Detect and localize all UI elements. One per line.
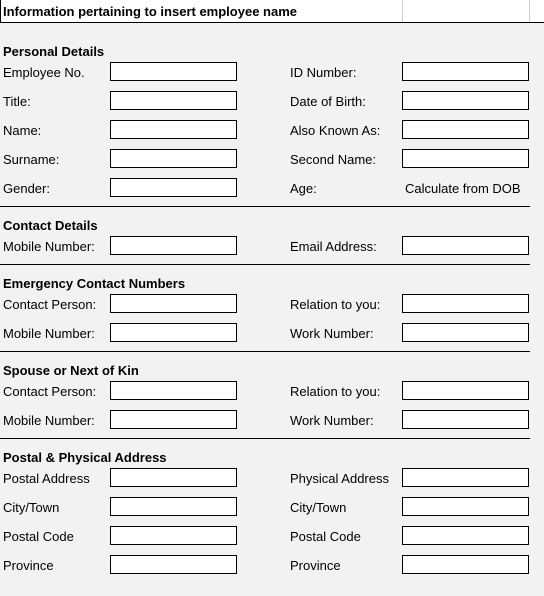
physical-province-label: Province	[290, 558, 341, 573]
employee-no-label: Employee No.	[3, 65, 85, 80]
contact-mobile-field[interactable]	[110, 236, 237, 255]
emergency-relation-label: Relation to you:	[290, 297, 381, 312]
section-title-emergency: Emergency Contact Numbers	[3, 276, 186, 291]
dob-label: Date of Birth:	[290, 94, 366, 109]
aka-field[interactable]	[402, 120, 529, 139]
title-label: Title:	[3, 94, 31, 109]
spouse-relation-label: Relation to you:	[290, 384, 381, 399]
physical-postal-code-label: Postal Code	[290, 529, 361, 544]
spouse-work-label: Work Number:	[290, 413, 374, 428]
emergency-mobile-label: Mobile Number:	[3, 326, 95, 341]
age-label: Age:	[290, 181, 317, 196]
emergency-mobile-field[interactable]	[110, 323, 237, 342]
second-name-field[interactable]	[402, 149, 529, 168]
contact-mobile-label: Mobile Number:	[3, 239, 95, 254]
emergency-work-label: Work Number:	[290, 326, 374, 341]
section-title-personal: Personal Details	[3, 44, 105, 59]
physical-address-label: Physical Address	[290, 471, 389, 486]
postal-code-field[interactable]	[110, 526, 237, 545]
postal-address-label: Postal Address	[3, 471, 90, 486]
second-name-label: Second Name:	[290, 152, 376, 167]
section-title-address: Postal & Physical Address	[3, 450, 167, 465]
email-field[interactable]	[402, 236, 529, 255]
spouse-work-field[interactable]	[402, 410, 529, 429]
surname-label: Surname:	[3, 152, 60, 167]
header-left-border	[0, 0, 1, 23]
gender-field[interactable]	[110, 178, 237, 197]
emergency-contact-person-field[interactable]	[110, 294, 237, 313]
physical-address-field[interactable]	[402, 468, 529, 487]
emergency-contact-person-label: Contact Person:	[3, 297, 97, 312]
section-divider	[0, 351, 530, 352]
age-value: Calculate from DOB	[405, 181, 521, 196]
spouse-mobile-label: Mobile Number:	[3, 413, 95, 428]
postal-address-field[interactable]	[110, 468, 237, 487]
gridline	[529, 0, 530, 23]
title-field[interactable]	[110, 91, 237, 110]
form-header	[0, 0, 544, 23]
surname-field[interactable]	[110, 149, 237, 168]
name-field[interactable]	[110, 120, 237, 139]
postal-province-field[interactable]	[110, 555, 237, 574]
gridline	[402, 0, 403, 23]
postal-code-label: Postal Code	[3, 529, 74, 544]
physical-province-field[interactable]	[402, 555, 529, 574]
aka-label: Also Known As:	[290, 123, 381, 138]
id-number-field[interactable]	[402, 62, 529, 81]
spouse-relation-field[interactable]	[402, 381, 529, 400]
employee-no-field[interactable]	[110, 62, 237, 81]
section-divider	[0, 264, 530, 265]
postal-city-field[interactable]	[110, 497, 237, 516]
emergency-work-field[interactable]	[402, 323, 529, 342]
physical-city-field[interactable]	[402, 497, 529, 516]
section-title-contact: Contact Details	[3, 218, 98, 233]
spouse-mobile-field[interactable]	[110, 410, 237, 429]
form-title: Information pertaining to insert employee name	[3, 4, 297, 19]
physical-postal-code-field[interactable]	[402, 526, 529, 545]
physical-city-label: City/Town	[290, 500, 347, 515]
section-title-spouse: Spouse or Next of Kin	[3, 363, 139, 378]
postal-province-label: Province	[3, 558, 54, 573]
gender-label: Gender:	[3, 181, 50, 196]
section-divider	[0, 206, 530, 207]
header-bottom-border	[0, 22, 544, 23]
id-number-label: ID Number:	[290, 65, 357, 80]
spouse-contact-person-label: Contact Person:	[3, 384, 97, 399]
dob-field[interactable]	[402, 91, 529, 110]
spouse-contact-person-field[interactable]	[110, 381, 237, 400]
postal-city-label: City/Town	[3, 500, 60, 515]
section-divider	[0, 438, 530, 439]
emergency-relation-field[interactable]	[402, 294, 529, 313]
name-label: Name:	[3, 123, 42, 138]
email-label: Email Address:	[290, 239, 377, 254]
